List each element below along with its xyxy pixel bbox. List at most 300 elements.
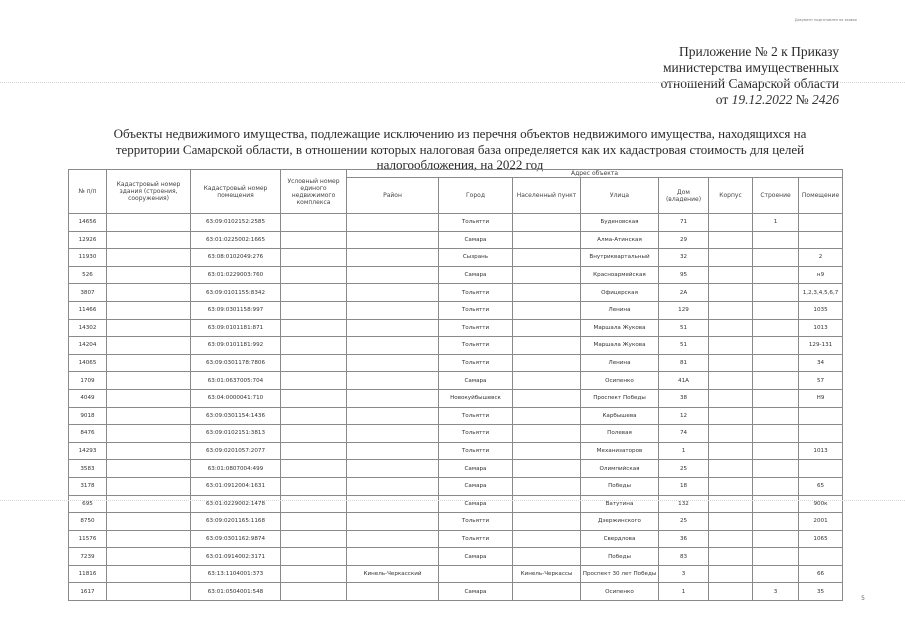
header-district: Район <box>347 178 439 214</box>
cell-building: 1 <box>753 214 799 232</box>
cell-settlement <box>513 442 581 460</box>
cell-complex <box>281 372 347 390</box>
cell-house: 36 <box>659 530 709 548</box>
cell-premise-cad: 63:09:0101181:992 <box>191 337 281 355</box>
table-row <box>69 301 843 319</box>
table-row <box>69 372 843 390</box>
cell-district <box>347 319 439 337</box>
cell-num: 3178 <box>69 477 107 495</box>
cell-city: Самара <box>439 583 513 601</box>
cell-building-cad <box>107 460 191 478</box>
cell-room: 57 <box>799 372 843 390</box>
cell-settlement <box>513 513 581 531</box>
cell-street: Осипенко <box>581 583 659 601</box>
cell-street: Алма-Атинская <box>581 231 659 249</box>
cell-city: Сызрань <box>439 249 513 267</box>
cell-num: 12926 <box>69 231 107 249</box>
cell-district <box>347 495 439 513</box>
cell-district <box>347 425 439 443</box>
cell-num: 11466 <box>69 301 107 319</box>
cell-num: 3583 <box>69 460 107 478</box>
cell-street: Олимпийская <box>581 460 659 478</box>
cell-premise-cad: 63:01:0637005:704 <box>191 372 281 390</box>
cell-building-cad <box>107 319 191 337</box>
cell-room <box>799 407 843 425</box>
cell-corpus <box>709 407 753 425</box>
cell-city: Тольятти <box>439 513 513 531</box>
cell-building <box>753 319 799 337</box>
cell-street: Ватутина <box>581 495 659 513</box>
header-row-1 <box>69 170 843 178</box>
cell-house: 74 <box>659 425 709 443</box>
table-row <box>69 495 843 513</box>
cell-house: 71 <box>659 214 709 232</box>
header-house: Дом (владение) <box>659 178 709 214</box>
table-row <box>69 354 843 372</box>
cell-district <box>347 548 439 566</box>
cell-building <box>753 231 799 249</box>
cell-premise-cad: 63:09:0101155:8342 <box>191 284 281 302</box>
cell-premise-cad: 63:09:0301162:9874 <box>191 530 281 548</box>
cell-num: 11930 <box>69 249 107 267</box>
cell-district <box>347 372 439 390</box>
cell-city: Самара <box>439 548 513 566</box>
cell-room <box>799 460 843 478</box>
cell-premise-cad: 63:01:0914002:3171 <box>191 548 281 566</box>
cell-district <box>347 389 439 407</box>
cell-building <box>753 425 799 443</box>
cell-city: Тольятти <box>439 407 513 425</box>
header-settlement: Населенный пункт <box>513 178 581 214</box>
cell-district <box>347 442 439 460</box>
cell-house: 129 <box>659 301 709 319</box>
cell-settlement <box>513 460 581 478</box>
header-street: Улица <box>581 178 659 214</box>
cell-corpus <box>709 460 753 478</box>
cell-corpus <box>709 565 753 583</box>
cell-building <box>753 284 799 302</box>
cell-num: 7239 <box>69 548 107 566</box>
cell-complex <box>281 513 347 531</box>
cell-premise-cad: 63:09:0301178:7806 <box>191 354 281 372</box>
cell-building <box>753 548 799 566</box>
cell-complex <box>281 284 347 302</box>
cell-building-cad <box>107 231 191 249</box>
cell-num: 695 <box>69 495 107 513</box>
cell-premise-cad: 63:09:0102151:3813 <box>191 425 281 443</box>
table-row <box>69 407 843 425</box>
cell-street: Ленина <box>581 301 659 319</box>
cell-building <box>753 372 799 390</box>
cell-building <box>753 460 799 478</box>
cell-building-cad <box>107 565 191 583</box>
table-row <box>69 583 843 601</box>
cell-house: 3 <box>659 565 709 583</box>
date-prefix: от <box>715 92 729 107</box>
cell-corpus <box>709 319 753 337</box>
cell-city: Тольятти <box>439 442 513 460</box>
cell-building <box>753 565 799 583</box>
header-building: Строение <box>753 178 799 214</box>
cell-district <box>347 530 439 548</box>
cell-street: Дзержинского <box>581 513 659 531</box>
cell-district <box>347 284 439 302</box>
cell-building-cad <box>107 284 191 302</box>
cell-city: Тольятти <box>439 354 513 372</box>
cell-premise-cad: 63:09:0301154:1436 <box>191 407 281 425</box>
cell-city: Самара <box>439 477 513 495</box>
handwritten-date: 19.12.2022 <box>731 92 793 107</box>
cell-num: 4049 <box>69 389 107 407</box>
cell-settlement <box>513 354 581 372</box>
cell-district: Кинель-Черкасский <box>347 565 439 583</box>
cell-settlement <box>513 249 581 267</box>
cell-settlement <box>513 214 581 232</box>
cell-corpus <box>709 249 753 267</box>
cell-num: 8750 <box>69 513 107 531</box>
cell-building-cad <box>107 530 191 548</box>
cell-room: 1,2,3,4,5,6,7 <box>799 284 843 302</box>
cell-complex <box>281 266 347 284</box>
cell-corpus <box>709 389 753 407</box>
cell-street: Ленина <box>581 354 659 372</box>
cell-complex <box>281 319 347 337</box>
cell-house: 25 <box>659 513 709 531</box>
cell-house: 51 <box>659 319 709 337</box>
title-line-2: территории Самарской области, в отношении которых налоговая база определяется как их кадастровая стоимость для целей <box>115 141 805 157</box>
cell-city: Самара <box>439 372 513 390</box>
cell-corpus <box>709 583 753 601</box>
cell-city: Тольятти <box>439 530 513 548</box>
cell-complex <box>281 495 347 513</box>
cell-street: Механизаторов <box>581 442 659 460</box>
cell-house: 95 <box>659 266 709 284</box>
cell-corpus <box>709 354 753 372</box>
cell-district <box>347 477 439 495</box>
cell-settlement <box>513 389 581 407</box>
header-num: № п/п <box>69 170 107 214</box>
cell-corpus <box>709 495 753 513</box>
cell-building-cad <box>107 407 191 425</box>
cell-city: Самара <box>439 460 513 478</box>
cell-num: 526 <box>69 266 107 284</box>
cell-settlement: Кинель-Черкассы <box>513 565 581 583</box>
cell-city: Тольятти <box>439 337 513 355</box>
cell-room: 35 <box>799 583 843 601</box>
cell-building-cad <box>107 477 191 495</box>
cell-settlement <box>513 495 581 513</box>
cell-corpus <box>709 513 753 531</box>
cell-district <box>347 337 439 355</box>
table-row <box>69 231 843 249</box>
cell-street: Офицерская <box>581 284 659 302</box>
cell-building-cad <box>107 214 191 232</box>
cell-house: 12 <box>659 407 709 425</box>
cell-settlement <box>513 337 581 355</box>
table-row <box>69 460 843 478</box>
table-row <box>69 249 843 267</box>
cell-district <box>347 249 439 267</box>
cell-city: Тольятти <box>439 425 513 443</box>
cell-building <box>753 249 799 267</box>
cell-num: 11576 <box>69 530 107 548</box>
cell-premise-cad: 63:09:0201057:2077 <box>191 442 281 460</box>
cell-settlement <box>513 477 581 495</box>
cell-num: 3807 <box>69 284 107 302</box>
cell-premise-cad: 63:04:0000041:710 <box>191 389 281 407</box>
cell-district <box>347 214 439 232</box>
table-row <box>69 548 843 566</box>
table-row <box>69 425 843 443</box>
cell-num: 1617 <box>69 583 107 601</box>
cell-settlement <box>513 319 581 337</box>
cell-settlement <box>513 266 581 284</box>
title-line-3: налогообложения, на 2022 год <box>376 157 544 172</box>
cell-city: Тольятти <box>439 214 513 232</box>
cell-num: 11816 <box>69 565 107 583</box>
cell-complex <box>281 477 347 495</box>
table-body <box>69 214 843 601</box>
cell-complex <box>281 249 347 267</box>
scan-artifact-line <box>0 500 905 501</box>
cell-street: Победы <box>581 477 659 495</box>
cell-num: 9018 <box>69 407 107 425</box>
cell-premise-cad: 63:08:0102049:276 <box>191 249 281 267</box>
cell-complex <box>281 460 347 478</box>
cell-street: Буденовская <box>581 214 659 232</box>
document-title <box>100 126 820 173</box>
cell-building <box>753 266 799 284</box>
cell-street: Внутриквартальный <box>581 249 659 267</box>
table-row <box>69 284 843 302</box>
cell-corpus <box>709 214 753 232</box>
cell-complex <box>281 565 347 583</box>
cell-building-cad <box>107 389 191 407</box>
appendix-heading <box>579 44 839 108</box>
objects-table <box>68 169 843 601</box>
cell-room: Н9 <box>799 389 843 407</box>
cell-house: 38 <box>659 389 709 407</box>
cell-city: Самара <box>439 231 513 249</box>
cell-city: Самара <box>439 495 513 513</box>
cell-room <box>799 548 843 566</box>
cell-house: 1 <box>659 583 709 601</box>
header-room: Помещение <box>799 178 843 214</box>
page-number: 5 <box>861 595 865 602</box>
cell-district <box>347 354 439 372</box>
cell-building <box>753 301 799 319</box>
cell-house: 2А <box>659 284 709 302</box>
cell-building-cad <box>107 266 191 284</box>
cell-city: Новокуйбышевск <box>439 389 513 407</box>
cell-premise-cad: 63:09:0101181:871 <box>191 319 281 337</box>
cell-premise-cad: 63:01:0504001:548 <box>191 583 281 601</box>
header-premise-cad: Кадастровый номер помещения <box>191 170 281 214</box>
cell-street: Проспект 30 лет Победы <box>581 565 659 583</box>
cell-corpus <box>709 477 753 495</box>
cell-num: 8476 <box>69 425 107 443</box>
cell-complex <box>281 214 347 232</box>
cell-complex <box>281 407 347 425</box>
table-row <box>69 565 843 583</box>
cell-corpus <box>709 266 753 284</box>
cell-room: н9 <box>799 266 843 284</box>
table-row <box>69 337 843 355</box>
scan-artifact-line <box>0 82 905 83</box>
cell-num: 1709 <box>69 372 107 390</box>
cell-premise-cad: 63:01:0229002:1478 <box>191 495 281 513</box>
cell-building-cad <box>107 548 191 566</box>
cell-house: 41А <box>659 372 709 390</box>
cell-premise-cad: 63:09:0301158:997 <box>191 301 281 319</box>
cell-building-cad <box>107 337 191 355</box>
cell-house: 1 <box>659 442 709 460</box>
cell-street: Свердлова <box>581 530 659 548</box>
cell-city: Тольятти <box>439 301 513 319</box>
cell-building-cad <box>107 301 191 319</box>
cell-settlement <box>513 372 581 390</box>
table-row <box>69 214 843 232</box>
cell-building-cad <box>107 249 191 267</box>
cell-district <box>347 301 439 319</box>
cell-num: 14204 <box>69 337 107 355</box>
number-prefix: № <box>795 92 809 107</box>
top-note: Документ подготовлен по заявке <box>794 18 857 22</box>
cell-corpus <box>709 231 753 249</box>
cell-settlement <box>513 530 581 548</box>
cell-settlement <box>513 407 581 425</box>
table-row <box>69 477 843 495</box>
cell-room: 900к <box>799 495 843 513</box>
cell-complex <box>281 301 347 319</box>
cell-building-cad <box>107 354 191 372</box>
cell-district <box>347 231 439 249</box>
cell-building <box>753 389 799 407</box>
cell-corpus <box>709 284 753 302</box>
cell-house: 25 <box>659 460 709 478</box>
heading-line-3: отношений Самарской области <box>660 76 839 91</box>
cell-settlement <box>513 231 581 249</box>
cell-house: 18 <box>659 477 709 495</box>
cell-corpus <box>709 425 753 443</box>
cell-district <box>347 513 439 531</box>
cell-building-cad <box>107 495 191 513</box>
cell-building-cad <box>107 442 191 460</box>
heading-line-1: Приложение № 2 к Приказу <box>678 44 839 59</box>
cell-building: 3 <box>753 583 799 601</box>
table-row <box>69 266 843 284</box>
cell-settlement <box>513 583 581 601</box>
table-row <box>69 530 843 548</box>
header-complex: Условный номер единого недвижимого комплекса <box>281 170 347 214</box>
cell-num: 14302 <box>69 319 107 337</box>
cell-complex <box>281 354 347 372</box>
cell-premise-cad: 63:01:0807004:499 <box>191 460 281 478</box>
cell-room: 2001 <box>799 513 843 531</box>
cell-complex <box>281 231 347 249</box>
cell-building <box>753 407 799 425</box>
cell-room: 34 <box>799 354 843 372</box>
cell-street: Маршала Жукова <box>581 337 659 355</box>
header-building-cad: Кадастровый номер здания (строения, сооружения) <box>107 170 191 214</box>
cell-city <box>439 565 513 583</box>
cell-premise-cad: 63:09:0201165:1168 <box>191 513 281 531</box>
cell-complex <box>281 530 347 548</box>
cell-complex <box>281 548 347 566</box>
header-city: Город <box>439 178 513 214</box>
cell-building <box>753 530 799 548</box>
cell-premise-cad: 63:01:0912004:1631 <box>191 477 281 495</box>
cell-city: Тольятти <box>439 319 513 337</box>
cell-room: 1035 <box>799 301 843 319</box>
cell-street: Полевая <box>581 425 659 443</box>
cell-corpus <box>709 530 753 548</box>
cell-corpus <box>709 301 753 319</box>
cell-house: 51 <box>659 337 709 355</box>
cell-building-cad <box>107 583 191 601</box>
cell-building <box>753 337 799 355</box>
heading-line-2: министерства имущественных <box>663 60 839 75</box>
cell-building-cad <box>107 513 191 531</box>
cell-num: 14065 <box>69 354 107 372</box>
cell-premise-cad: 63:09:0102152:2585 <box>191 214 281 232</box>
cell-building <box>753 442 799 460</box>
cell-settlement <box>513 284 581 302</box>
table-row <box>69 319 843 337</box>
cell-settlement <box>513 301 581 319</box>
cell-room <box>799 425 843 443</box>
cell-building-cad <box>107 425 191 443</box>
table-row <box>69 389 843 407</box>
cell-district <box>347 583 439 601</box>
cell-street: Победы <box>581 548 659 566</box>
cell-room <box>799 214 843 232</box>
cell-num: 14293 <box>69 442 107 460</box>
cell-premise-cad: 63:01:0229003:760 <box>191 266 281 284</box>
cell-street: Красноармейская <box>581 266 659 284</box>
cell-settlement <box>513 548 581 566</box>
cell-complex <box>281 389 347 407</box>
header-corpus: Корпус <box>709 178 753 214</box>
handwritten-number: 2426 <box>812 92 839 107</box>
cell-room <box>799 231 843 249</box>
cell-district <box>347 407 439 425</box>
cell-room: 66 <box>799 565 843 583</box>
cell-room: 1065 <box>799 530 843 548</box>
cell-building <box>753 354 799 372</box>
cell-street: Маршала Жукова <box>581 319 659 337</box>
cell-room: 65 <box>799 477 843 495</box>
cell-house: 132 <box>659 495 709 513</box>
cell-district <box>347 460 439 478</box>
cell-house: 83 <box>659 548 709 566</box>
cell-complex <box>281 583 347 601</box>
cell-corpus <box>709 548 753 566</box>
cell-room: 2 <box>799 249 843 267</box>
cell-district <box>347 266 439 284</box>
cell-complex <box>281 337 347 355</box>
cell-building-cad <box>107 372 191 390</box>
cell-room: 1013 <box>799 319 843 337</box>
cell-street: Проспект Победы <box>581 389 659 407</box>
cell-complex <box>281 442 347 460</box>
cell-street: Карбышева <box>581 407 659 425</box>
title-line-1: Объекты недвижимого имущества, подлежащие исключению из перечня объектов недвижимого имущества, находящихся на <box>113 126 807 141</box>
cell-room: 129-131 <box>799 337 843 355</box>
cell-house: 81 <box>659 354 709 372</box>
cell-street: Осипенко <box>581 372 659 390</box>
heading-line-4 <box>579 92 839 108</box>
